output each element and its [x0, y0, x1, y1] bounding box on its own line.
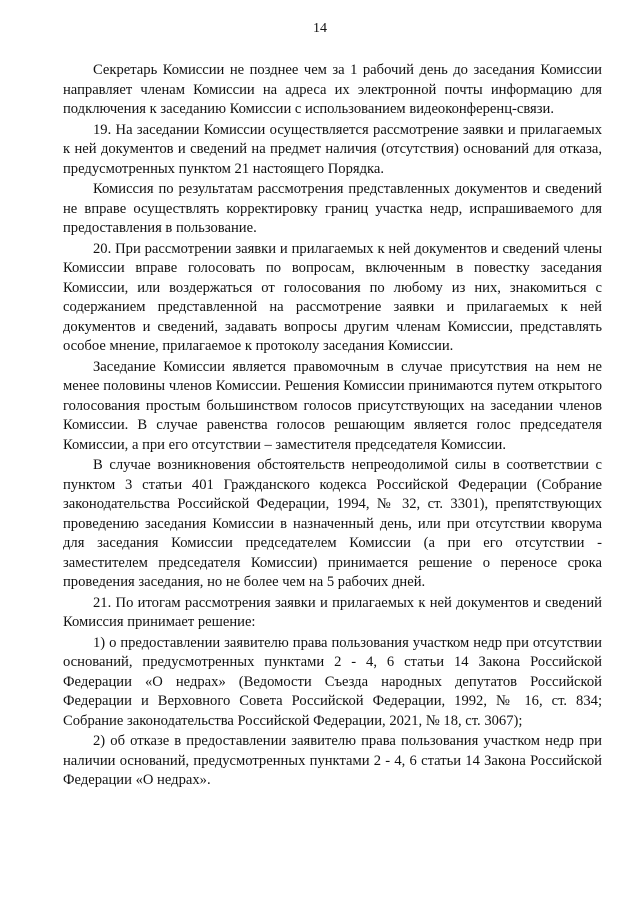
document-body: [63, 61, 602, 792]
page-number: 14: [313, 21, 327, 36]
paragraph-decision-refuse: 2) об отказе в предоставлении заявителю права пользования участком недр при наличии оснований, предусмотренных пунктами 2 - 4, 6 статьи 14 Закона Российской Федерации «О недрах».: [63, 733, 602, 788]
paragraph-decision-grant: 1) о предоставлении заявителю права пользования участком недр при отсутствии оснований, предусмотренных пунктами 2 - 4, 6 статьи 14 Закона Российской Федерации «О недрах» (Ведомости Съезда народных депутатов Российской Федерации и Верховного Совета Российской Федерации, 1992, № 16, ст. 834; Собрание законодательства Российской Федерации, 2021, № 18, ст. 3067);: [63, 634, 602, 729]
paragraph-commission-no-boundary-change: Комиссия по результатам рассмотрения представленных документов и сведений не вправе осуществлять корректировку границ участка недр, испрашиваемого для предоставления в пользование.: [63, 181, 602, 236]
paragraph-item-19: 19. На заседании Комиссии осуществляется рассмотрение заявки и прилагаемых к ней документов и сведений на предмет наличия (отсутствия) оснований для отказа, предусмотренных пунктом 21 настоящего Порядка.: [63, 121, 602, 177]
paragraph-secretary-notice: Секретарь Комиссии не позднее чем за 1 рабочий день до заседания Комиссии направляет членам Комиссии на адреса их электронной почты информацию для подключения к заседанию Комиссии с использованием видеоконференц-связи.: [63, 62, 602, 117]
paragraph-item-20: 20. При рассмотрении заявки и прилагаемых к ней документов и сведений члены Комиссии вправе голосовать по вопросам, включенным в повестку заседания Комиссии, или воздержаться от голосования по любому из них, знакомиться с содержанием представленной на рассмотрение заявки и прилагаемых к ней документов и сведений, задавать вопросы другим членам Комиссии, представлять особое мнение, прилагаемое к протоколу заседания Комиссии.: [63, 240, 602, 354]
paragraph-force-majeure: В случае возникновения обстоятельств непреодолимой силы в соответствии с пунктом 3 статьи 401 Гражданского кодекса Российской Федерации (Собрание законодательства Российской Федерации, 1994, № 32, ст. 3301), препятствующих проведению заседания Комиссии в назначенный день, или при отсутствии кворума для заседания Комиссии председателем Комиссии (а при его отсутствии - заместителем председателя Комиссии) принимается решение о переносе срока проведения заседания, но не более чем на 5 рабочих дней.: [63, 457, 602, 590]
paragraph-quorum: Заседание Комиссии является правомочным в случае присутствия на нем не менее половины членов Комиссии. Решения Комиссии принимаются путем открытого голосования простым большинством голосов присутствующих на заседании членов Комиссии. В случае равенства голосов решающим является голос председателя Комиссии, а при его отсутствии – заместителя председателя Комиссии.: [63, 358, 602, 453]
paragraph-item-21: 21. По итогам рассмотрения заявки и прилагаемых к ней документов и сведений Комиссия принимает решение:: [63, 594, 602, 630]
